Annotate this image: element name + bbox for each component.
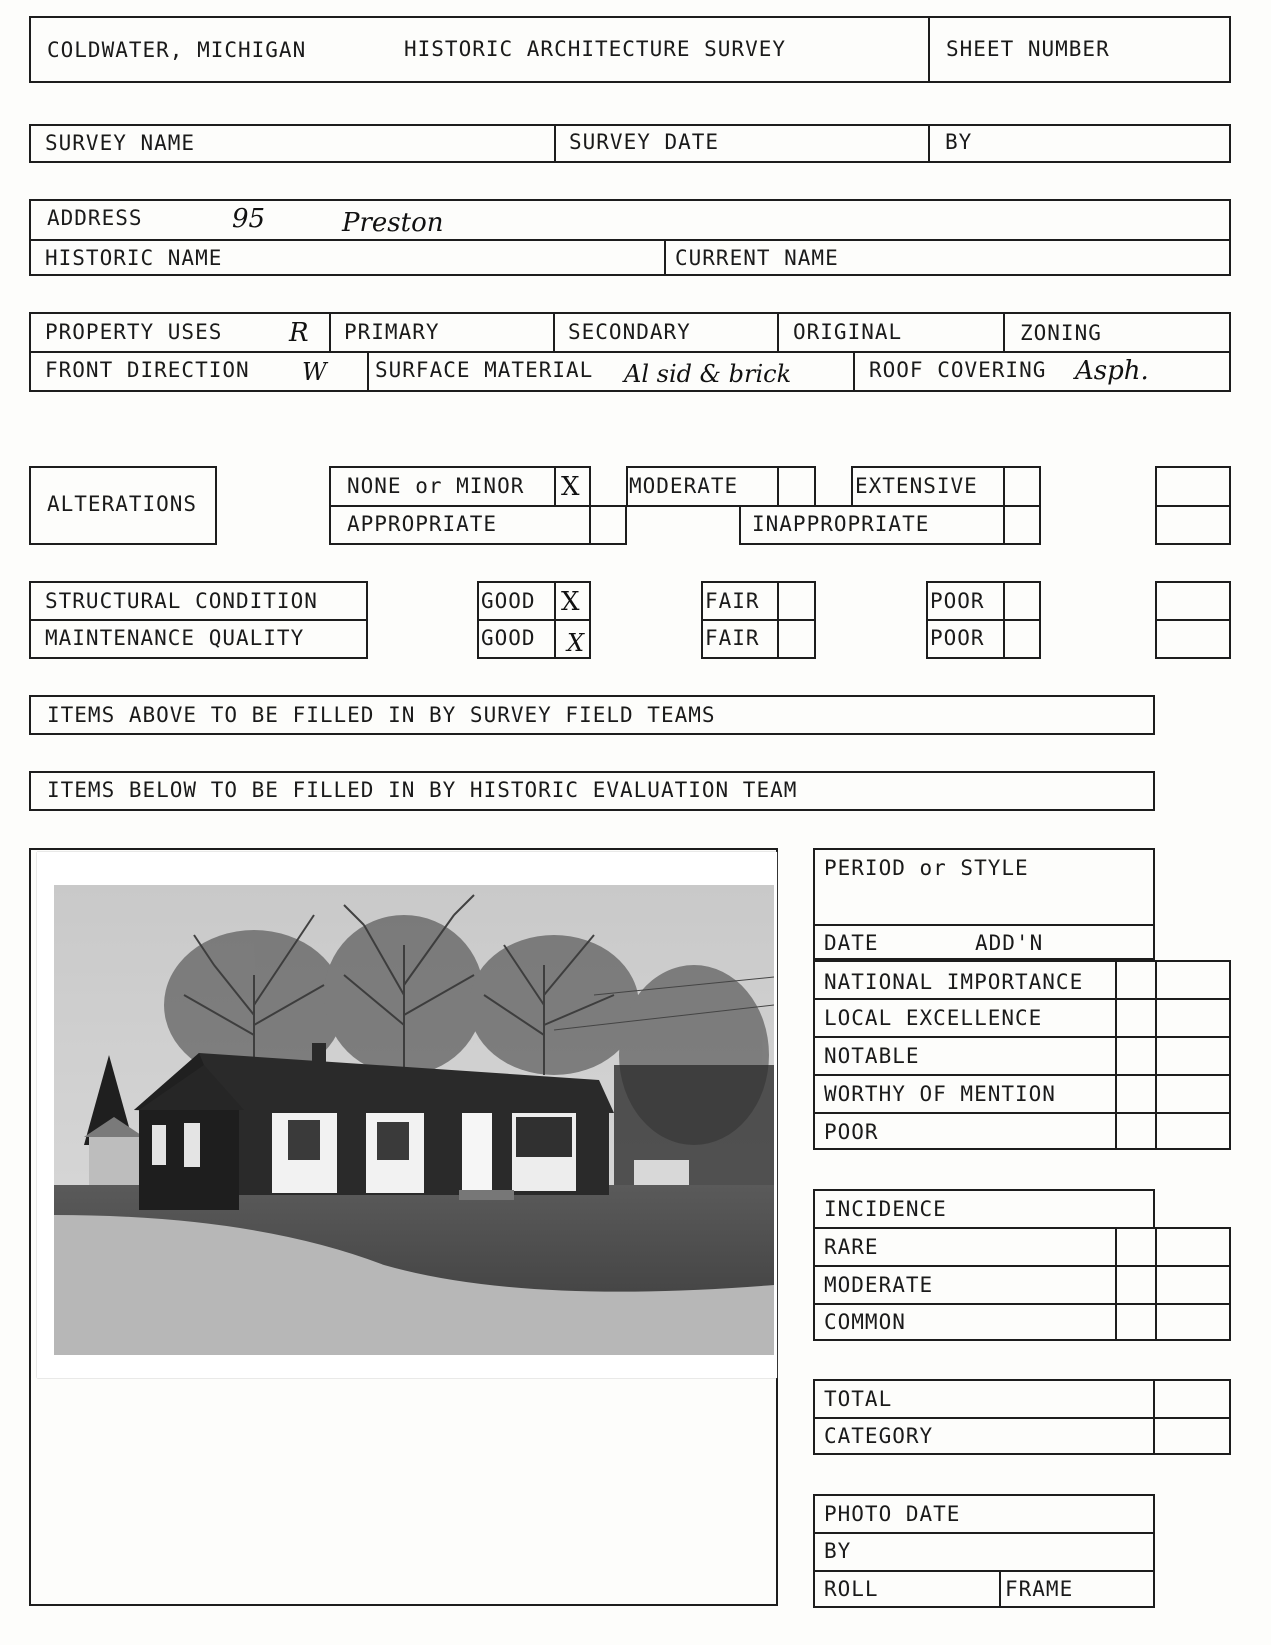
maintenance-quality-label: MAINTENANCE QUALITY [45, 626, 305, 650]
local-excellence-label: LOCAL EXCELLENCE [824, 1006, 1043, 1030]
incidence-col-1 [1115, 1227, 1117, 1341]
importance-col-2 [1155, 960, 1157, 1150]
none-minor-mark: X [561, 472, 580, 502]
original-label: ORIGINAL [793, 320, 903, 344]
maintenance-good-mark: X [567, 629, 585, 657]
roof-covering-value: Asph. [1075, 356, 1149, 386]
maintenance-fair-label: FAIR [705, 626, 760, 650]
national-importance-label: NATIONAL IMPORTANCE [824, 970, 1084, 994]
notable-label: NOTABLE [824, 1044, 920, 1068]
good-row-divider [477, 619, 591, 621]
extensive-label: EXTENSIVE [855, 474, 978, 498]
moderate-divider [777, 466, 779, 507]
importance-col-1 [1115, 960, 1117, 1150]
address-street-value: Preston [342, 208, 444, 238]
rare-label: RARE [824, 1235, 879, 1259]
survey-divider-2 [928, 124, 930, 163]
alterations-label: ALTERATIONS [47, 492, 198, 516]
importance-row-1 [813, 998, 1231, 1000]
front-direction-label: FRONT DIRECTION [45, 358, 250, 382]
historic-name-label: HISTORIC NAME [45, 246, 223, 270]
appropriate-divider [589, 505, 591, 545]
incidence-label: INCIDENCE [824, 1197, 947, 1221]
extensive-divider [1003, 466, 1005, 507]
address-number-value: 95 [232, 204, 266, 234]
total-label: TOTAL [824, 1387, 893, 1411]
header-city: COLDWATER, MICHIGAN [47, 38, 307, 62]
property-row-line [29, 351, 1231, 353]
property-uses-label: PROPERTY USES [45, 320, 223, 344]
eval-poor-label: POOR [824, 1120, 879, 1144]
inappropriate-divider [1003, 505, 1005, 545]
maintenance-poor-label: POOR [930, 626, 985, 650]
importance-row-3 [813, 1074, 1231, 1076]
structural-condition-label: STRUCTURAL CONDITION [45, 589, 318, 613]
property-divider-3 [777, 312, 779, 351]
survey-name-label: SURVEY NAME [45, 131, 196, 155]
none-minor-label: NONE or MINOR [347, 474, 525, 498]
property-divider-1 [329, 312, 331, 351]
incidence-col-2 [1155, 1227, 1157, 1341]
photo-info-row-1 [813, 1532, 1155, 1534]
period-style-divider [813, 924, 1155, 926]
front-direction-value: W [302, 358, 327, 386]
incidence-row-1 [813, 1265, 1231, 1267]
header-divider [928, 16, 930, 83]
photo-info-col [999, 1570, 1001, 1608]
common-label: COMMON [824, 1310, 906, 1334]
note-below: ITEMS BELOW TO BE FILLED IN BY HISTORIC EVALUATION TEAM [47, 778, 798, 802]
photo-info-row-2 [813, 1570, 1155, 1572]
poor-row-divider [926, 619, 1041, 621]
note-above: ITEMS ABOVE TO BE FILLED IN BY SURVEY FIELD TEAMS [47, 703, 716, 727]
photo-date-label: PHOTO DATE [824, 1502, 961, 1526]
roof-covering-label: ROOF COVERING [869, 358, 1047, 382]
incidence-row-2 [813, 1303, 1231, 1305]
alterations-score-divider [1155, 505, 1231, 507]
structural-good-mark: X [561, 587, 580, 617]
address-divider [664, 239, 666, 276]
period-style-label: PERIOD or STYLE [824, 856, 1029, 880]
address-row-line [29, 239, 1231, 241]
condition-score-divider [1155, 619, 1231, 621]
incidence-moderate-label: MODERATE [824, 1273, 934, 1297]
property-divider-2 [553, 312, 555, 351]
inappropriate-label: INAPPROPRIATE [752, 512, 930, 536]
poor-col-divider [1003, 581, 1005, 659]
importance-row-2 [813, 1036, 1231, 1038]
header-title: HISTORIC ARCHITECTURE SURVEY [404, 37, 787, 61]
photo-by-label: BY [824, 1539, 852, 1563]
date-label: DATE [824, 931, 879, 955]
structural-poor-label: POOR [930, 589, 985, 613]
appropriate-label: APPROPRIATE [347, 512, 498, 536]
survey-divider-1 [554, 124, 556, 163]
sheet-number-label: SHEET NUMBER [946, 37, 1110, 61]
totals-row [813, 1417, 1231, 1419]
structural-good-label: GOOD [481, 589, 536, 613]
surface-material-label: SURFACE MATERIAL [375, 358, 594, 382]
property-divider-5 [367, 351, 369, 392]
frame-label: FRAME [1005, 1577, 1074, 1601]
condition-label-divider [29, 619, 368, 621]
survey-by-label: BY [945, 130, 973, 154]
current-name-label: CURRENT NAME [675, 246, 839, 270]
address-label: ADDRESS [47, 206, 143, 230]
survey-date-label: SURVEY DATE [569, 130, 720, 154]
worthy-label: WORTHY OF MENTION [824, 1082, 1056, 1106]
house-photograph [54, 885, 774, 1355]
maintenance-good-label: GOOD [481, 626, 536, 650]
addn-label: ADD'N [975, 931, 1044, 955]
primary-label: PRIMARY [344, 320, 440, 344]
importance-row-4 [813, 1112, 1231, 1114]
zoning-label: ZONING [1020, 321, 1102, 345]
surface-material-value: Al sid & brick [624, 360, 792, 388]
good-col-divider [554, 581, 556, 659]
fair-col-divider [777, 581, 779, 659]
moderate-label: MODERATE [629, 474, 739, 498]
photo-print [37, 852, 777, 1378]
category-label: CATEGORY [824, 1424, 934, 1448]
none-minor-divider [554, 466, 556, 507]
secondary-label: SECONDARY [568, 320, 691, 344]
property-divider-4 [1003, 312, 1005, 351]
roll-label: ROLL [824, 1577, 879, 1601]
property-uses-value: R [289, 318, 309, 348]
property-divider-6 [853, 351, 855, 392]
fair-row-divider [701, 619, 816, 621]
structural-fair-label: FAIR [705, 589, 760, 613]
